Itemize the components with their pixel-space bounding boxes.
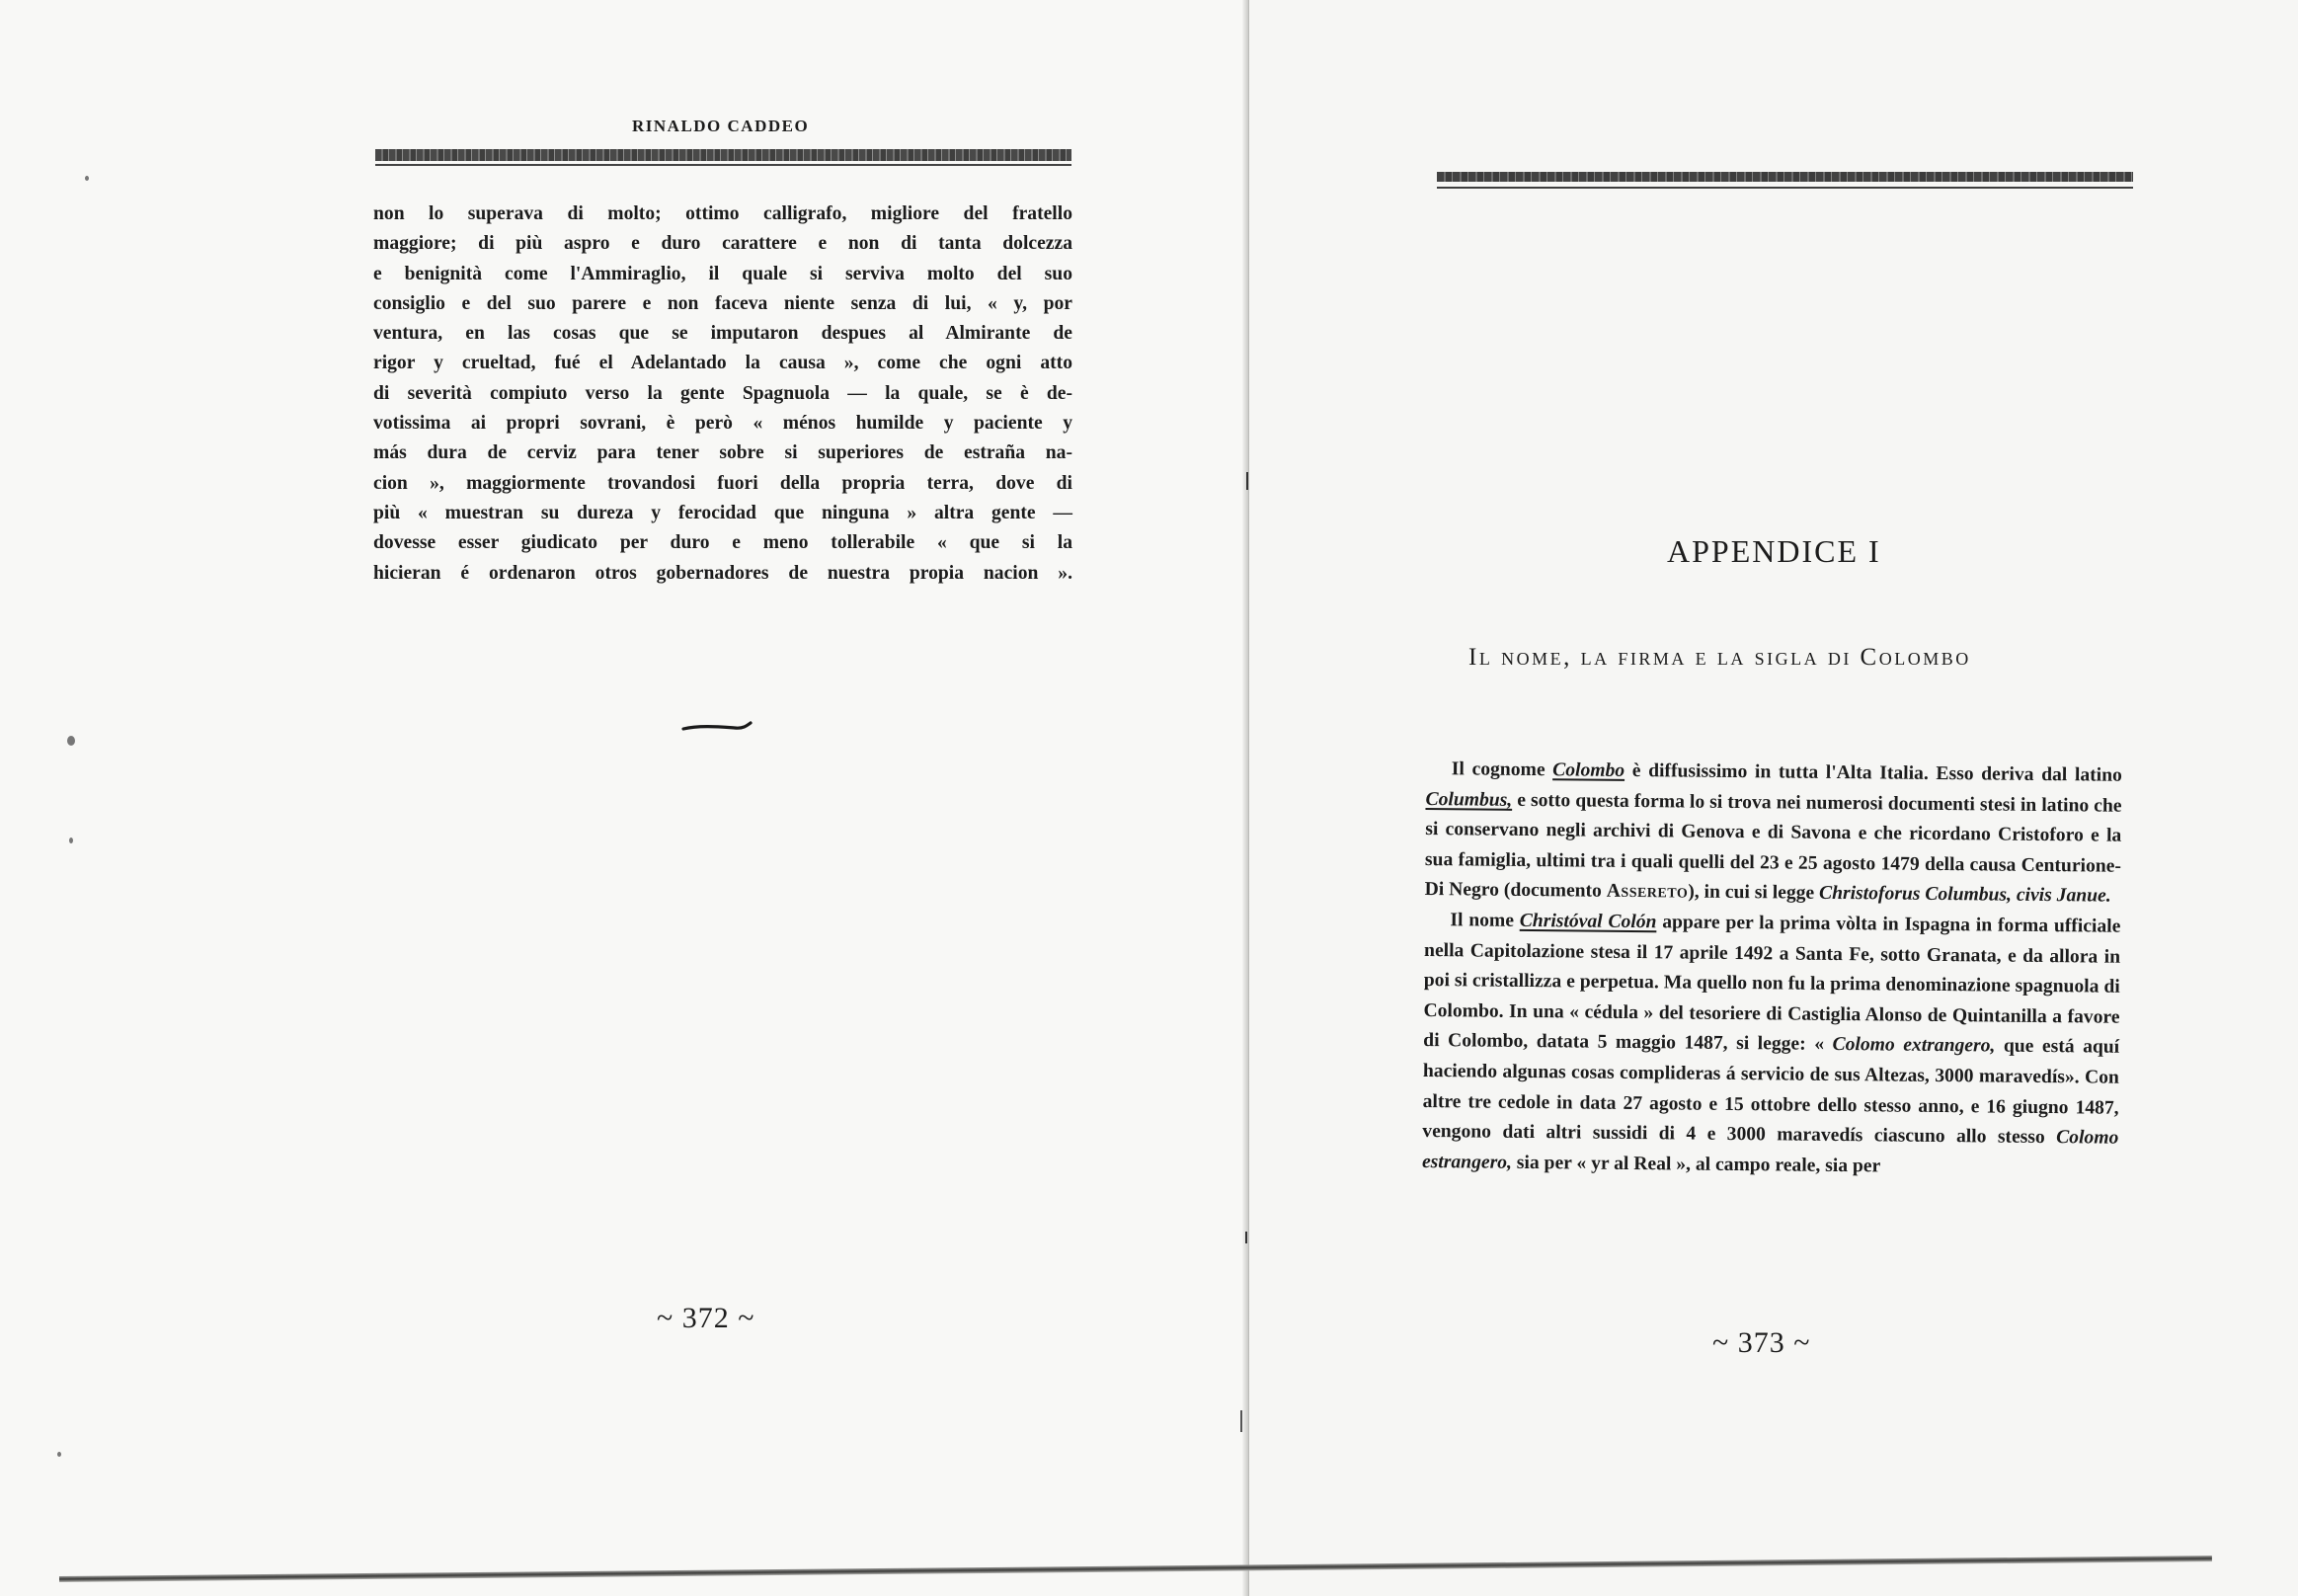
header-rule bbox=[1437, 172, 2133, 182]
appendix-title: APPENDICE I bbox=[1667, 533, 1881, 569]
scan-speck bbox=[85, 176, 89, 181]
text-line: ventura, en las cosas que se imputaron despues al Almirante de bbox=[373, 323, 1072, 345]
running-head: RINALDO CADDEO bbox=[632, 117, 810, 135]
text-line: votissima ai propri sovrani, è però « ménos humilde y paciente y bbox=[373, 413, 1072, 435]
underlined-name: Christóval Colón bbox=[1519, 910, 1657, 933]
italic-quote: Colomo estrangero, bbox=[1421, 1127, 2119, 1173]
text-run: sia per « yr al Real », al campo reale, sia per bbox=[1511, 1152, 1881, 1177]
left-body-text bbox=[373, 200, 1072, 589]
italic-quote: Christoforus Columbus, civis Janue. bbox=[1818, 883, 2111, 908]
text-line: e benignità come l'Ammiraglio, il quale si serviva molto del suo bbox=[373, 263, 1072, 284]
paragraph bbox=[1425, 755, 2122, 913]
right-body-text bbox=[1422, 755, 2122, 1184]
scan-speck bbox=[57, 1452, 61, 1457]
text-run: è diffusissimo in tutta l'Alta Italia. Esso deriva dal latino bbox=[1624, 759, 2122, 786]
header-rule bbox=[375, 149, 1071, 161]
small-caps-name: Assereto bbox=[1606, 881, 1689, 903]
page-number: ~ 373 ~ bbox=[1712, 1326, 1811, 1359]
scan-speck bbox=[69, 838, 73, 843]
text-line: di severità compiuto verso la gente Spagnuola — la quale, se è de- bbox=[373, 382, 1072, 404]
section-end-flourish-icon bbox=[681, 719, 753, 739]
text-line: rigor y crueltad, fué el Adelantado la causa », come che ogni atto bbox=[373, 353, 1072, 374]
text-run: Il cognome bbox=[1451, 758, 1553, 781]
underlined-name: Colombo bbox=[1552, 759, 1625, 781]
appendix-subtitle: Il nome, la firma e la sigla di Colombo bbox=[1468, 644, 1971, 671]
scan-mark bbox=[1245, 1232, 1247, 1243]
text-line: più « muestran su dureza y ferocidad que ninguna » altra gente — bbox=[373, 502, 1072, 523]
paragraph bbox=[1422, 906, 2121, 1184]
text-run: e sotto questa forma lo si trova nei numerosi documenti stesi in latino che si conservano negli archivi di Genova e di Savona e che ricordano Cristoforo e la sua famiglia, ultimi tra i quali quelli del 23 e 25 agosto 1479 della causa Centurione-Di Negro (documento bbox=[1424, 789, 2122, 903]
text-line: más dura de cerviz para tener sobre si superiores de estraña na- bbox=[373, 442, 1072, 464]
text-line: maggiore; di più aspro e duro carattere e non di tanta dolcezza bbox=[373, 233, 1072, 255]
text-line: hicieran é ordenaron otros gobernadores de nuestra propia nacion ». bbox=[373, 562, 1072, 584]
text-run: que está aquí haciendo algunas cosas complideras á servicio de sus Altezas, 3000 maravedís». Con altre tre cedole in data 27 agosto e 15 ottobre dello stesso anno, e 16 giugno 1487, vengono dati altri sussidi di 4 e 3000 maravedís ciascuno allo stesso bbox=[1422, 1035, 2120, 1149]
text-line: consiglio e del suo parere e non faceva niente senza di lui, « y, por bbox=[373, 292, 1072, 314]
scan-speck bbox=[67, 736, 75, 746]
page-number: ~ 372 ~ bbox=[657, 1302, 755, 1334]
scan-mark bbox=[1246, 472, 1248, 490]
text-run: ), in cui si legge bbox=[1688, 881, 1820, 905]
header-rule-thin bbox=[375, 164, 1071, 166]
header-rule-thin bbox=[1437, 187, 2133, 189]
scan-mark bbox=[1240, 1410, 1242, 1432]
text-run: appare per la prima vòlta in Ispagna in forma ufficiale nella Capitolazione stesa il 17 aprile 1492 a Santa Fe, sotto Granata, e da allora in poi si cristallizza e perpetua. Ma quello non fu la prima denominazione spagnuola di Colombo. In una « cédula » del tesoriere di Castiglia Alonso de Quintanilla a favore di Colombo, datata 5 maggio 1487, si legge: « bbox=[1423, 912, 2121, 1056]
text-line: cion », maggiormente trovandosi fuori della propria terra, dove di bbox=[373, 472, 1072, 494]
text-line: dovesse esser giudicato per duro e meno tollerabile « que si la bbox=[373, 532, 1072, 554]
text-line: non lo superava di molto; ottimo calligrafo, migliore del fratello bbox=[373, 203, 1072, 224]
underlined-name: Columbus, bbox=[1425, 788, 1513, 811]
text-run: Il nome bbox=[1450, 910, 1520, 931]
italic-quote: Colomo extrangero, bbox=[1832, 1034, 1996, 1057]
